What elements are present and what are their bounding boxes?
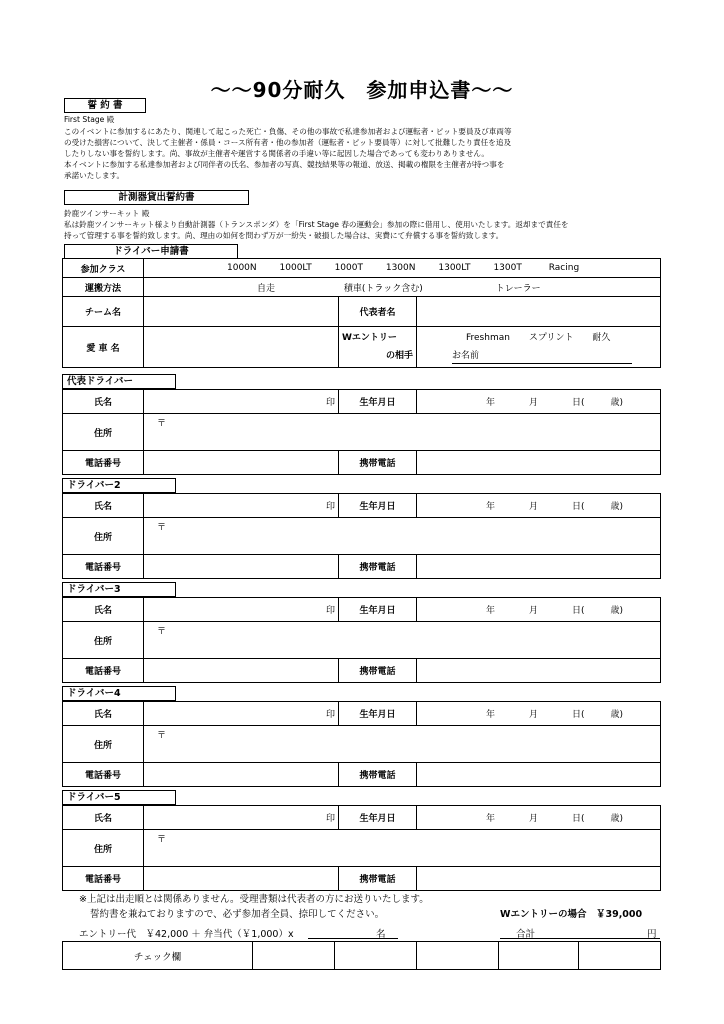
page-title: ～～90分耐久 参加申込書～～ — [210, 78, 514, 102]
seal-mark: 印 — [325, 398, 335, 408]
birth-label: 生年月日 — [339, 598, 417, 622]
address-field[interactable] — [144, 830, 661, 867]
driver-name-field[interactable] — [144, 390, 339, 414]
birth-day: 日( — [572, 710, 585, 720]
birth-month: 月 — [529, 814, 539, 824]
check-cell-5[interactable] — [579, 942, 661, 970]
mobile-field[interactable] — [417, 763, 661, 787]
check-label: チェック欄 — [63, 942, 253, 970]
class-options[interactable] — [144, 259, 661, 278]
transponder-line-2: 持って管理する事を誓約致します。尚、理由の如何を問わず万が一紛失・破損した場合は、実費にて弁償する事を誓約致します。 — [64, 231, 504, 240]
check-cell-1[interactable] — [253, 942, 335, 970]
w-endurance[interactable]: 耐久 — [592, 333, 611, 343]
birth-day: 日( — [572, 502, 585, 512]
birth-label: 生年月日 — [339, 702, 417, 726]
note-line-1: ※上記は出走順とは関係ありません。受理書類は代表者の方にお送りいたします。 — [79, 894, 429, 905]
rep-label: 代表者名 — [339, 297, 417, 327]
w-entry-options[interactable] — [417, 327, 661, 368]
pledge-line-5: 承諾いたします。 — [64, 170, 125, 180]
phone-field[interactable] — [144, 867, 339, 891]
pledge-addressee: First Stage 殿 — [64, 115, 115, 124]
transponder-line-1: 私は鈴鹿ツインサーキット様より自動計測器（トランスポンダ）を「First Stage 春の運動会」参加の際に借用し、使用いたします。返却まで責任を — [64, 220, 569, 229]
birth-label: 生年月日 — [339, 806, 417, 830]
birth-label: 生年月日 — [339, 390, 417, 414]
class-1300t[interactable]: 1300T — [493, 263, 522, 273]
age: 歳) — [610, 398, 624, 408]
class-1300lt[interactable]: 1300LT — [438, 263, 471, 273]
class-racing[interactable]: Racing — [548, 263, 580, 273]
total-line[interactable] — [500, 938, 660, 939]
address-label: 住所 — [63, 830, 144, 867]
transport-options[interactable] — [144, 278, 661, 297]
address-label: 住所 — [63, 726, 144, 763]
driver-5-heading: ドライバー5 — [62, 790, 176, 805]
transport-truck[interactable]: 積車(トラック含む) — [343, 283, 423, 294]
pledge-line-3: したりしない事を誓約します。尚、事故が主催者や運営する関係者の手違い等に起因した場合であっても変わりありません。 — [64, 148, 490, 158]
class-1000t[interactable]: 1000T — [334, 263, 363, 273]
seal-mark: 印 — [325, 814, 335, 824]
total-label: 合計 — [516, 929, 536, 940]
class-1300n[interactable]: 1300N — [385, 263, 416, 273]
postal-mark: 〒 — [157, 419, 167, 429]
driver-name-field[interactable] — [144, 806, 339, 830]
phone-field[interactable] — [144, 763, 339, 787]
birth-month: 月 — [529, 398, 539, 408]
age: 歳) — [610, 814, 624, 824]
mobile-field[interactable] — [417, 659, 661, 683]
seal-mark: 印 — [325, 710, 335, 720]
mobile-label: 携帯電話 — [339, 659, 417, 683]
rep-field[interactable] — [417, 297, 661, 327]
pledge-line-2: の受けた損害について、決して主催者・係員・コース所有者・他の参加者（運転者・ピット要員等）に対して批難したり責任を追及 — [64, 137, 512, 147]
mobile-field[interactable] — [417, 555, 661, 579]
birth-year: 年 — [486, 814, 496, 824]
check-cell-3[interactable] — [417, 942, 499, 970]
birth-field[interactable] — [417, 494, 661, 518]
mobile-label: 携帯電話 — [339, 555, 417, 579]
age: 歳) — [610, 606, 624, 616]
driver-name-label: 氏名 — [63, 494, 144, 518]
birth-year: 年 — [486, 710, 496, 720]
pledge-line-4: 本イベントに参加する私達参加者および同伴者の氏名、参加者の写真、競技結果等の報道、放送、掲載の権限を主催者が持つ事を — [64, 159, 505, 169]
driver-name-label: 氏名 — [63, 390, 144, 414]
driver-name-field[interactable] — [144, 494, 339, 518]
car-label: 愛 車 名 — [63, 327, 144, 368]
address-label: 住所 — [63, 518, 144, 555]
birth-year: 年 — [486, 606, 496, 616]
birth-day: 日( — [572, 606, 585, 616]
seal-mark: 印 — [325, 502, 335, 512]
birth-field[interactable] — [417, 390, 661, 414]
driver-4-table — [62, 701, 661, 787]
partner-label: の相手 — [385, 351, 413, 361]
driver-2-table — [62, 493, 661, 579]
phone-field[interactable] — [144, 659, 339, 683]
mobile-field[interactable] — [417, 451, 661, 475]
address-field[interactable] — [144, 414, 661, 451]
transponder-addressee: 鈴鹿ツインサーキット 殿 — [64, 209, 150, 218]
seal-mark: 印 — [325, 606, 335, 616]
pledge-heading: 誓 約 書 — [64, 98, 146, 113]
w-entry-cell — [339, 327, 417, 368]
driver-1-table — [62, 389, 661, 475]
class-1000lt[interactable]: 1000LT — [279, 263, 312, 273]
birth-field[interactable] — [417, 806, 661, 830]
driver-2-heading: ドライバー2 — [62, 478, 176, 493]
postal-mark: 〒 — [157, 523, 167, 533]
driver-5-table — [62, 805, 661, 891]
birth-month: 月 — [529, 502, 539, 512]
age: 歳) — [610, 502, 624, 512]
note-line-2: 誓約書を兼ねておりますので、必ず参加者全員、捺印してください。 — [90, 909, 385, 920]
birth-day: 日( — [572, 814, 585, 824]
address-label: 住所 — [63, 622, 144, 659]
address-field[interactable] — [144, 726, 661, 763]
partner-name-line[interactable] — [452, 349, 632, 364]
mobile-label: 携帯電話 — [339, 867, 417, 891]
car-field[interactable] — [144, 327, 339, 368]
driver-name-label: 氏名 — [63, 702, 144, 726]
phone-label: 電話番号 — [63, 659, 144, 683]
phone-field[interactable] — [144, 451, 339, 475]
fee-text: エントリー代 ￥42,000 ＋ 弁当代（￥1,000）x — [79, 929, 294, 940]
transport-self[interactable]: 自走 — [257, 283, 276, 294]
partner-name-label: お名前 — [452, 351, 480, 361]
w-entry-label: Wエントリー — [342, 333, 397, 343]
birth-year: 年 — [486, 502, 496, 512]
transport-label: 運搬方法 — [63, 278, 144, 297]
yen-unit: 円 — [647, 929, 657, 940]
phone-field[interactable] — [144, 555, 339, 579]
birth-field[interactable] — [417, 598, 661, 622]
driver-3-heading: ドライバー3 — [62, 582, 176, 597]
pledge-line-1: このイベントに参加するにあたり、関連して起こった死亡・負傷、その他の事故で私達参加者および運転者・ピット要員及び車両等 — [64, 126, 512, 136]
address-field[interactable] — [144, 518, 661, 555]
transponder-heading: 計測器貸出誓約書 — [64, 190, 249, 205]
address-field[interactable] — [144, 622, 661, 659]
driver-1-heading: 代表ドライバー — [62, 374, 176, 389]
team-label: チーム名 — [63, 297, 144, 327]
postal-mark: 〒 — [157, 731, 167, 741]
transport-trailer[interactable]: トレーラー — [495, 283, 541, 294]
class-1000n[interactable]: 1000N — [227, 263, 257, 273]
driver-3-table — [62, 597, 661, 683]
check-cell-4[interactable] — [499, 942, 579, 970]
w-freshman[interactable]: Freshman — [466, 333, 510, 343]
address-label: 住所 — [63, 414, 144, 451]
phone-label: 電話番号 — [63, 555, 144, 579]
birth-label: 生年月日 — [339, 494, 417, 518]
birth-field[interactable] — [417, 702, 661, 726]
mobile-field[interactable] — [417, 867, 661, 891]
check-cell-2[interactable] — [335, 942, 417, 970]
check-table — [62, 941, 661, 970]
driver-name-field[interactable] — [144, 598, 339, 622]
driver-4-heading: ドライバー4 — [62, 686, 176, 701]
phone-label: 電話番号 — [63, 451, 144, 475]
mobile-label: 携帯電話 — [339, 763, 417, 787]
driver-name-field[interactable] — [144, 702, 339, 726]
driver-name-label: 氏名 — [63, 598, 144, 622]
class-label: 参加クラス — [63, 259, 144, 278]
birth-day: 日( — [572, 398, 585, 408]
postal-mark: 〒 — [157, 627, 167, 637]
birth-month: 月 — [529, 606, 539, 616]
postal-mark: 〒 — [157, 835, 167, 845]
phone-label: 電話番号 — [63, 763, 144, 787]
birth-year: 年 — [486, 398, 496, 408]
application-table — [62, 258, 661, 368]
phone-label: 電話番号 — [63, 867, 144, 891]
driver-name-label: 氏名 — [63, 806, 144, 830]
birth-month: 月 — [529, 710, 539, 720]
w-sprint[interactable]: スプリント — [528, 333, 574, 343]
application-heading: ドライバー申請書 — [64, 244, 238, 259]
team-field[interactable] — [144, 297, 339, 327]
people-unit: 名 — [376, 929, 386, 940]
mobile-label: 携帯電話 — [339, 451, 417, 475]
w-entry-fee: Wエントリーの場合 ￥39,000 — [500, 909, 643, 920]
age: 歳) — [610, 710, 624, 720]
